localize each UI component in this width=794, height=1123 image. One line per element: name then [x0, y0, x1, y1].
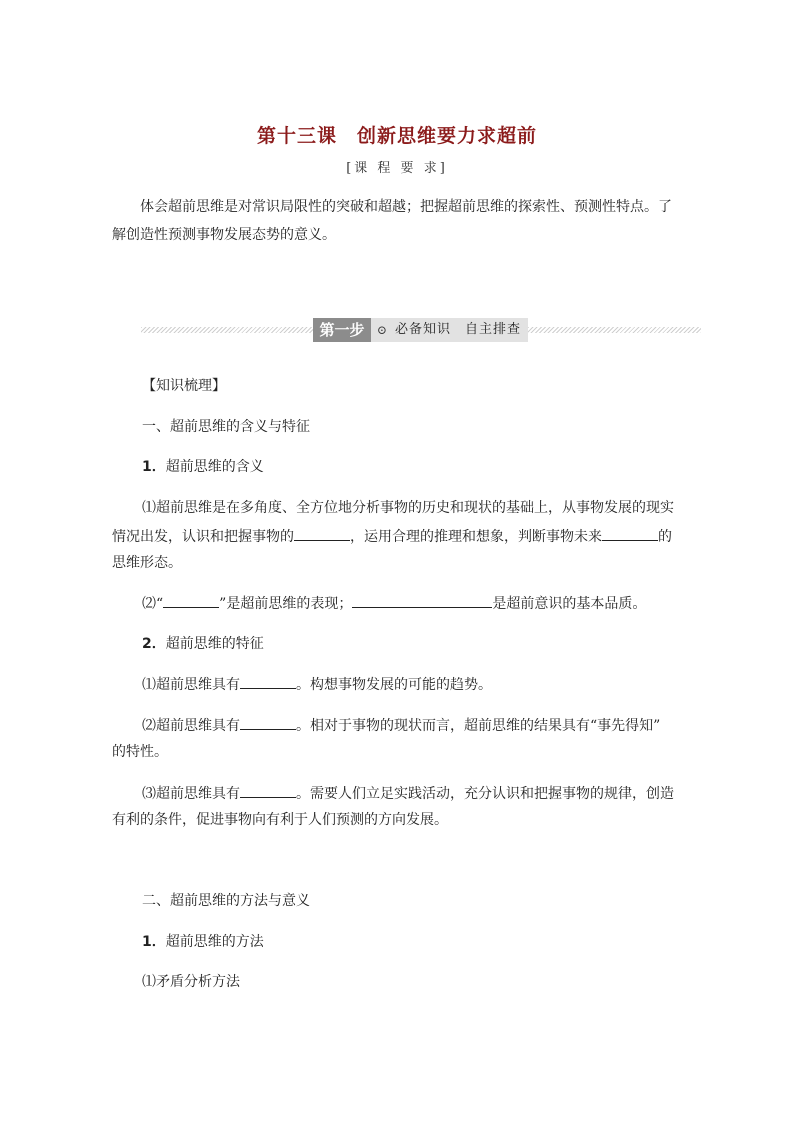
item-number: 1．: [142, 459, 166, 475]
subheading-methods: [142, 932, 264, 952]
fill-blank[interactable]: [240, 674, 296, 689]
bullet-icon: ⊙: [377, 323, 388, 337]
item-label: 超前思维的方法: [165, 934, 264, 950]
item-label: 超前思维的含义: [165, 459, 264, 475]
fill-blank[interactable]: [352, 593, 492, 608]
text-segment: 。相对于事物的现状而言，超前思维的结果具有“事先得知”: [296, 718, 661, 734]
course-requirements-heading: [课 程 要 求]: [346, 161, 448, 176]
intro-line-2: 解创造性预测事物发展态势的意义。: [112, 227, 336, 243]
intro-paragraph: [112, 193, 687, 249]
banner-label: 必备知识 自主排查: [395, 322, 522, 337]
text-segment: ⑵超前思维具有: [142, 718, 240, 734]
meaning-line-2: [112, 526, 672, 547]
subheading-meaning: [142, 457, 264, 477]
item-number: 2．: [142, 636, 166, 652]
feature-item-1: [142, 674, 492, 695]
feature-item-2: [142, 715, 660, 736]
banner-box: [313, 318, 528, 342]
feature-item-3-cont: 有利的条件，促进事物向有利于人们预测的方向发展。: [112, 812, 448, 828]
fill-blank[interactable]: [240, 715, 296, 730]
section-heading-1: 一、超前思维的含义与特征: [142, 419, 310, 435]
item-number: 1．: [142, 934, 166, 950]
text-segment: 情况出发，认识和把握事物的: [112, 529, 294, 545]
meaning-item-2: [142, 593, 646, 614]
fill-blank[interactable]: [240, 783, 296, 798]
banner-stripes-left: [141, 327, 313, 333]
fill-blank[interactable]: [602, 526, 658, 541]
feature-item-3: [142, 783, 674, 804]
intro-line-1: 体会超前思维是对常识局限性的突破和超越；把握超前思维的探索性、预测性特点。了: [140, 199, 672, 215]
step-banner: [141, 318, 701, 342]
text-segment: ，运用合理的推理和想象，判断事物未来: [350, 529, 602, 545]
step-label: 第一步: [313, 318, 371, 342]
text-segment: ⑴超前思维具有: [142, 677, 240, 693]
section-heading-2: 二、超前思维的方法与意义: [142, 893, 310, 909]
item-label: 超前思维的特征: [165, 636, 264, 652]
text-segment: 。构想事物发展的可能的趋势。: [296, 677, 492, 693]
lesson-title: 第十三课 创新思维要力求超前: [256, 125, 537, 147]
knowledge-tag: 【知识梳理】: [142, 378, 226, 394]
fill-blank[interactable]: [294, 526, 350, 541]
text-segment: ⑵“: [142, 596, 164, 612]
method-item-1: ⑴矛盾分析方法: [142, 974, 240, 990]
meaning-line-3: 思维形态。: [112, 555, 182, 571]
subheading-features: [142, 634, 264, 654]
meaning-line-1: ⑴超前思维是在多角度、全方位地分析事物的历史和现状的基础上，从事物发展的现实: [142, 500, 674, 516]
text-segment: 是超前意识的基本品质。: [492, 596, 647, 612]
fill-blank[interactable]: [163, 593, 219, 608]
text-segment: ”是超前思维的表现；: [219, 596, 353, 612]
text-segment: 的: [658, 529, 672, 545]
feature-item-2-cont: 的特性。: [112, 744, 168, 760]
banner-stripes-right: [528, 327, 701, 333]
text-segment: 。需要人们立足实践活动，充分认识和把握事物的规律，创造: [296, 786, 674, 802]
text-segment: ⑶超前思维具有: [142, 786, 240, 802]
